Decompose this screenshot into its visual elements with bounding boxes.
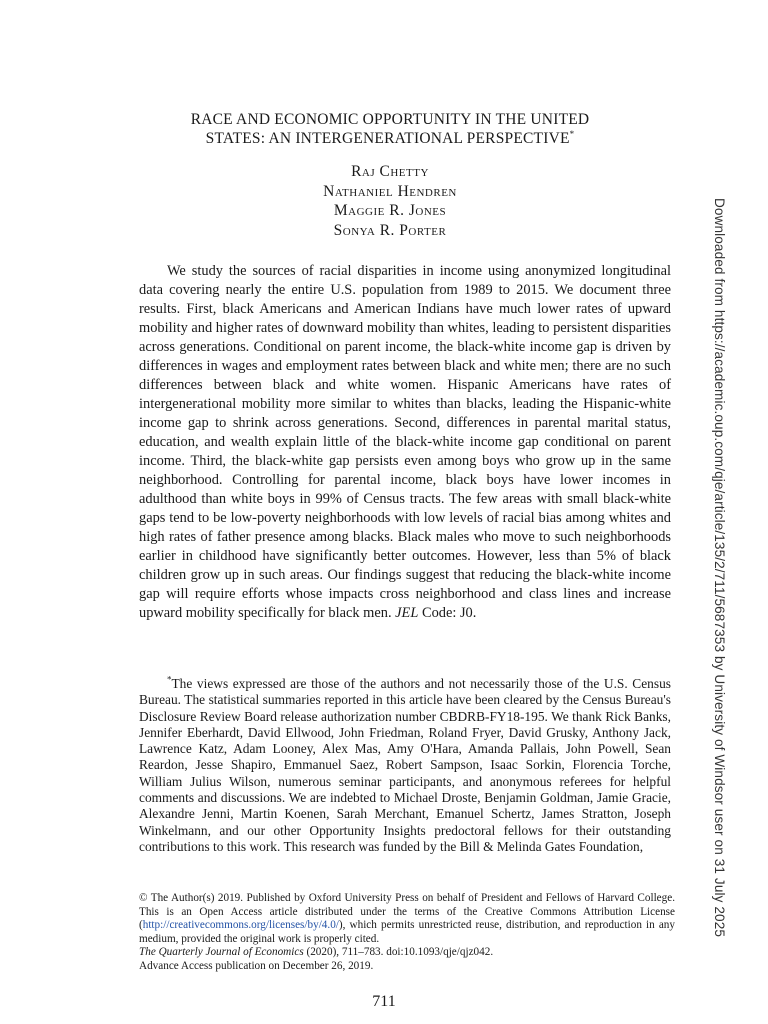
author-name: Sonya R. Porter: [333, 221, 447, 239]
copyright-text-2: ), which permits unrestricted reuse, distribution, and reproduction in any medium, provided the original work is properly cited.: [139, 919, 675, 945]
paper-title: [100, 110, 680, 148]
author-name: Nathaniel Hendren: [323, 182, 457, 200]
title-line-1: RACE AND ECONOMIC OPPORTUNITY IN THE UNITED: [190, 111, 590, 128]
journal-name: The Quarterly Journal of Economics: [139, 946, 304, 959]
journal-citation: [139, 946, 675, 960]
footnote-marker: *: [167, 674, 172, 685]
advance-access-note: Advance Access publication on December 26, 2019.: [139, 959, 374, 972]
author-list: [180, 162, 600, 240]
jel-code: Code: J0.: [421, 605, 477, 621]
abstract-body: We study the sources of racial disparities in income using anonymized longitudinal data covering nearly the entire U.S. population from 1989 to 2015. We document three results. First, black Americans and American Indians have much lower rates of upward mobility and higher rates of downward mobility than whites, leading to persistent disparities across generations. Conditional on parent income, the black-white income gap is driven by differences in wages and employment rates between black and white men; there are no such differences between black and white women. Hispanic Americans have rates of intergenerational mobility more similar to whites than blacks, leading the Hispanic-white income gap to shrink across generations. Second, differences in parental marital status, education, and wealth explain little of the black-white income gap conditional on parent income. Third, the black-white gap persists even among boys who grow up in the same neighborhood. Controlling for parental income, black boys have lower incomes in adulthood than white boys in 99% of Census tracts. The few areas with small black-white gaps tend to be low-poverty neighborhoods with low levels of racial bias among whites and high rates of father presence among blacks. Black males who move to such neighborhoods earlier in childhood have significantly better outcomes. However, less than 5% of black children grow up in such areas. Our findings suggest that reducing the black-white income gap will require efforts whose impacts cross neighborhood and class lines and increase upward mobility specifically for black men.: [139, 263, 671, 621]
acknowledgments-footnote: [139, 676, 671, 855]
author-name: Raj Chetty: [351, 163, 429, 180]
download-watermark: [712, 198, 744, 938]
footnote-text: The views expressed are those of the authors and not necessarily those of the U.S. Census Bureau. The statistical summaries reported in this article have been cleared by the Census Bureau's Disclosure Review Board release authorization number CBDRB-FY18-195. We thank Rick Banks, Jennifer Eberhardt, David Ellwood, John Friedman, Roland Fryer, David Grusky, Anthony Jack, Lawrence Katz, Adam Looney, Alex Mas, Amy O'Hara, Amanda Pallais, John Powell, Sean Reardon, Jesse Shapiro, Emmanuel Saez, Robert Sampson, Isaac Sorkin, Florencia Torche, William Julius Wilson, numerous seminar participants, and anonymous referees for helpful comments and discussions. We are indebted to Michael Droste, Benjamin Goldman, Jamie Gracie, Alexandre Jenni, Martin Koenen, Sarah Merchant, Emanuel Schertz, James Stratton, Joseph Winkelmann, and our other Opportunity Insights predoctoral fellows for their outstanding contributions to this work. This research was funded by the Bill & Melinda Gates Foundation,: [139, 676, 671, 854]
title-footnote-marker[interactable]: *: [569, 128, 575, 139]
abstract: [139, 262, 671, 623]
copyright-text-1: © The Author(s) 2019. Published by Oxford University Press on behalf of President and Fellows of Harvard College. This is an Open Access article distributed under the terms of the Creative Commons Attribution License (: [139, 892, 675, 932]
copyright-notice: [139, 892, 675, 974]
page-number: 711: [372, 993, 396, 1010]
download-watermark-text: Downloaded from https://academic.oup.com/qje/article/135/2/711/5687353 by University of Windsor user on 31 July 2025: [712, 198, 727, 938]
license-link[interactable]: http://creativecommons.org/licenses/by/4.0/: [142, 919, 339, 932]
jel-label: JEL: [395, 605, 419, 621]
author-name: Maggie R. Jones: [333, 202, 447, 219]
citation-details: (2020), 711–783. doi:10.1093/qje/qjz042.: [306, 946, 494, 959]
title-line-2: [100, 129, 680, 148]
title-line-2-text: STATES: AN INTERGENERATIONAL PERSPECTIVE: [205, 130, 570, 147]
